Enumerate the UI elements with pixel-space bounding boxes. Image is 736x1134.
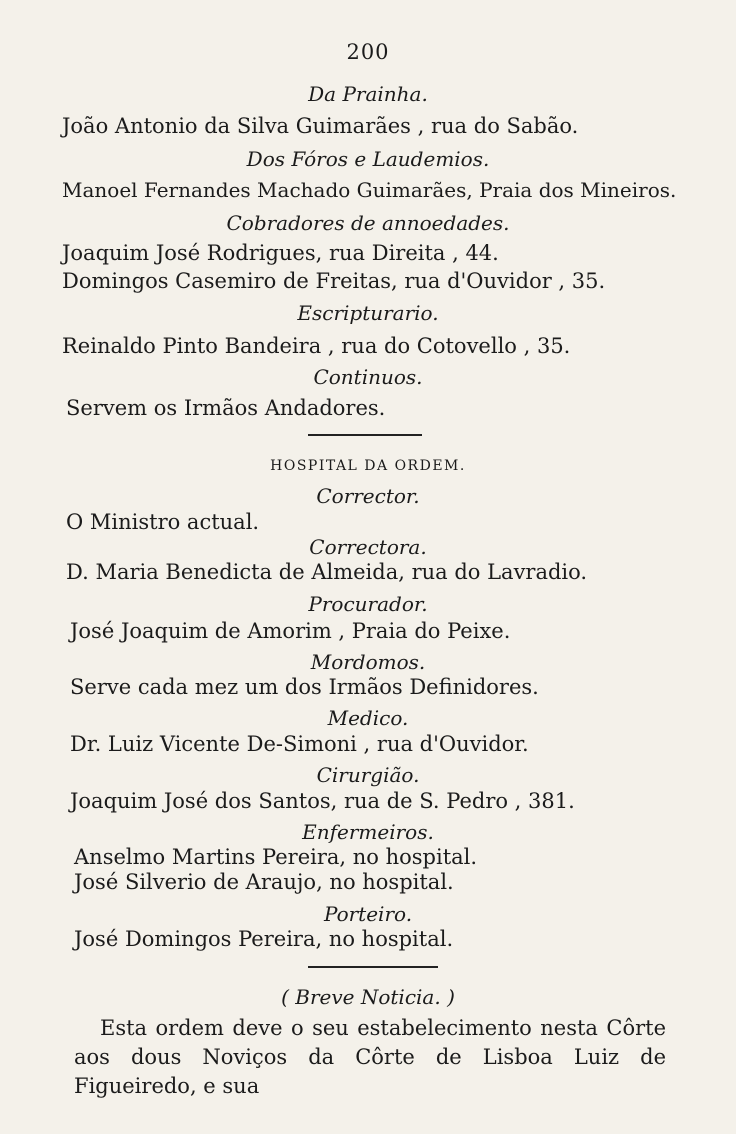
entry-foros-1: Manoel Fernandes Machado Guimarães, Praia dos Mineiros. — [62, 178, 677, 202]
breve-noticia-text: Esta ordem deve o seu estabelecimento nesta Côrte aos dous Noviços da Côrte de Lisboa Luiz de Figueiredo, e sua — [74, 1016, 666, 1098]
heading-escripturario: Escripturario. — [297, 301, 439, 325]
heading-continuos: Continuos. — [313, 365, 423, 389]
heading-prainha: Da Prainha. — [308, 82, 428, 106]
heading-corrector: Corrector. — [316, 484, 420, 508]
entry-cobradores-1: Joaquim José Rodrigues, rua Direita , 44. — [62, 241, 499, 265]
page-number: 200 — [346, 40, 390, 64]
entry-enfermeiros-2: José Silverio de Araujo, no hospital. — [74, 870, 454, 894]
heading-foros: Dos Fóros e Laudemios. — [246, 147, 490, 171]
heading-mordomos: Mordomos. — [310, 650, 426, 674]
entry-cobradores-2: Domingos Casemiro de Freitas, rua d'Ouvidor , 35. — [62, 269, 606, 293]
hospital-title: HOSPITAL DA ORDEM. — [270, 458, 466, 474]
heading-enfermeiros: Enfermeiros. — [302, 820, 434, 844]
entry-enfermeiros-1: Anselmo Martins Pereira, no hospital. — [74, 845, 478, 869]
heading-breve-noticia: ( Breve Noticia. ) — [281, 985, 455, 1009]
entry-cirurgiao-1: Joaquim José dos Santos, rua de S. Pedro , 381. — [70, 789, 575, 813]
entry-prainha-1: João Antonio da Silva Guimarães , rua do Sabão. — [62, 114, 579, 138]
heading-procurador: Procurador. — [308, 592, 428, 616]
divider-rule-2 — [308, 966, 438, 968]
entry-procurador-1: José Joaquim de Amorim , Praia do Peixe. — [70, 619, 511, 643]
breve-noticia-paragraph — [74, 1014, 666, 1101]
heading-correctora: Correctora. — [309, 535, 427, 559]
entry-escripturario-1: Reinaldo Pinto Bandeira , rua do Cotovello , 35. — [62, 334, 571, 358]
heading-cirurgiao: Cirurgião. — [316, 763, 420, 787]
entry-correctora-1: D. Maria Benedicta de Almeida, rua do Lavradio. — [66, 560, 588, 584]
entry-medico-1: Dr. Luiz Vicente De-Simoni , rua d'Ouvidor. — [70, 732, 529, 756]
heading-medico: Medico. — [327, 706, 409, 730]
divider-rule — [308, 434, 422, 436]
heading-cobradores: Cobradores de annoedades. — [226, 211, 510, 235]
entry-porteiro-1: José Domingos Pereira, no hospital. — [74, 927, 454, 951]
heading-porteiro: Porteiro. — [323, 902, 413, 926]
entry-continuos-1: Servem os Irmãos Andadores. — [66, 396, 386, 420]
entry-corrector-1: O Ministro actual. — [66, 510, 260, 534]
entry-mordomos-1: Serve cada mez um dos Irmãos Definidores. — [70, 675, 539, 699]
